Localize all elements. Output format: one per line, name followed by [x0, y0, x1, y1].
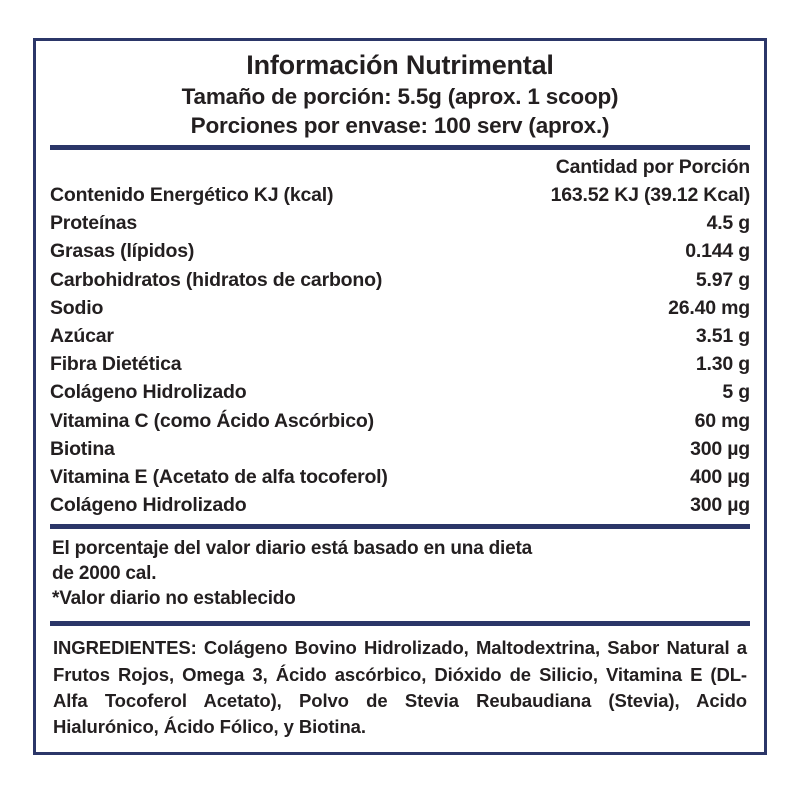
- table-row: [50, 435, 750, 463]
- amount-per-serving-header: Cantidad por Porción: [555, 156, 750, 179]
- table-row: [50, 294, 750, 322]
- nutrient-value: 5.97 g: [695, 268, 750, 291]
- page-title: Información Nutrimental: [246, 50, 554, 80]
- label-header: [50, 41, 750, 140]
- nutrient-value: 400 µg: [690, 465, 750, 488]
- footnote-line: *Valor diario no establecido: [52, 588, 296, 610]
- nutrient-value: 26.40 mg: [668, 296, 750, 319]
- nutrient-value: 5 g: [722, 381, 750, 404]
- nutrient-name: Sodio: [50, 296, 104, 319]
- table-row: [50, 351, 750, 379]
- nutrient-name: Azúcar: [50, 324, 114, 347]
- table-row: [50, 492, 750, 520]
- nutrient-name: Contenido Energético KJ (kcal): [50, 184, 334, 207]
- nutrient-name: Fibra Dietética: [50, 353, 182, 376]
- nutrient-name: Colágeno Hidrolizado: [50, 381, 247, 404]
- nutrient-name: Biotina: [50, 437, 115, 460]
- nutrient-value: 300 µg: [690, 494, 750, 517]
- table-row: [50, 463, 750, 491]
- daily-value-footnote: [50, 529, 750, 618]
- nutrient-name: Colágeno Hidrolizado: [50, 494, 247, 517]
- nutrient-value: 3.51 g: [695, 324, 750, 347]
- nutrient-name: Grasas (lípidos): [50, 240, 195, 263]
- table-row: [50, 210, 750, 238]
- nutrient-value: 1.30 g: [695, 353, 750, 376]
- table-row: [50, 407, 750, 435]
- table-row: [50, 238, 750, 266]
- table-row: [50, 266, 750, 294]
- table-row: [50, 322, 750, 350]
- nutrient-value: 60 mg: [694, 409, 750, 432]
- footnote-line: de 2000 cal.: [52, 562, 157, 584]
- footnote-line: El porcentaje del valor diario está basado en una dieta: [52, 537, 532, 559]
- servings-per-container-text: Porciones por envase: 100 serv (aprox.): [190, 113, 610, 139]
- nutrition-facts-label: [33, 38, 767, 755]
- nutrients-table: [50, 181, 750, 519]
- table-row: [50, 379, 750, 407]
- nutrient-value: 163.52 KJ (39.12 Kcal): [550, 184, 750, 207]
- serving-size-text: Tamaño de porción: 5.5g (aprox. 1 scoop): [181, 83, 619, 109]
- ingredients-text: INGREDIENTES: Colágeno Bovino Hidrolizado, Maltodextrina, Sabor Natural a Frutos Rojos, Omega 3, Ácido ascórbico, Dióxido de Silicio, Vitamina E (DL-Alfa Tocoferol Acetato), Polvo de Stevia Reubaudiana (Stevia), Acido Hialurónico, Ácido Fólico, y Biotina.: [53, 637, 747, 738]
- nutrient-name: Vitamina C (como Ácido Ascórbico): [50, 409, 374, 432]
- nutrient-value: 300 µg: [690, 437, 750, 460]
- table-row: [50, 181, 750, 209]
- nutrient-value: 0.144 g: [685, 240, 750, 263]
- nutrient-name: Vitamina E (Acetato de alfa tocoferol): [50, 465, 388, 488]
- nutrient-name: Proteínas: [50, 212, 138, 235]
- nutrient-name: Carbohidratos (hidratos de carbono): [50, 268, 383, 291]
- nutrient-value: 4.5 g: [706, 212, 750, 235]
